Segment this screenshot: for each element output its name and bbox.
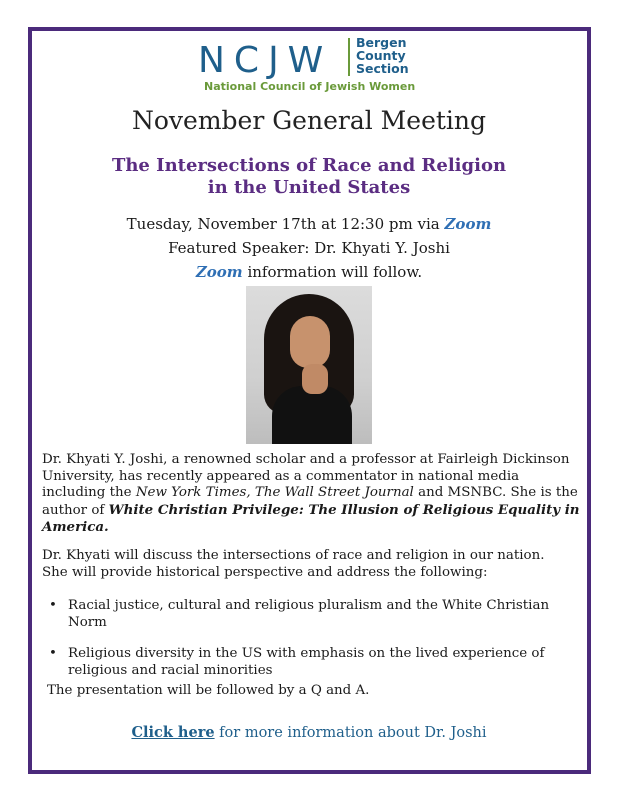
closing-note: The presentation will be followed by a Q and A. (47, 683, 370, 698)
subtitle-line1: The Intersections of Race and Religion (111, 155, 507, 176)
more-info (40, 724, 578, 741)
bio-part1: Dr. Khyati Y. Joshi, a renowned scholar and a professor at Fairleigh Dickinson University, has recently appeared as a commentator in national media including the (42, 452, 570, 500)
zoom-follow-text: information will follow. (242, 263, 423, 281)
event-subtitle (40, 155, 578, 199)
speaker-photo (246, 286, 372, 444)
photo-body (272, 386, 352, 444)
event-date-text: Tuesday, November 17th at 12:30 pm via (126, 215, 445, 233)
zoom-label: Zoom (195, 263, 243, 281)
more-info-text: for more information about Dr. Joshi (214, 725, 487, 741)
logo-org-name: National Council of Jewish Women (204, 80, 416, 93)
logo-section-name (356, 36, 409, 75)
photo-face (290, 316, 330, 368)
discussion-line1: Dr. Khyati will discuss the intersections of race and religion in our nation. (42, 548, 545, 563)
topic-item-1: • Racial justice, cultural and religious pluralism and the White Christian Norm (44, 598, 584, 631)
bio-book-title: White Christian Privilege: The Illusion of Religious Equality in America. (42, 501, 580, 535)
bio-media-outlets: New York Times, The Wall Street Journal (135, 485, 414, 500)
logo-letters: NCJW (198, 40, 333, 81)
discussion-line2: She will provide historical perspective and address the following: (42, 564, 488, 580)
featured-speaker: Featured Speaker: Dr. Khyati Y. Joshi (168, 239, 450, 257)
zoom-info-line (40, 260, 578, 284)
event-info (40, 212, 578, 284)
click-here-link[interactable]: Click here (131, 724, 215, 741)
discussion-intro (42, 548, 582, 581)
bio-part2: and MSNBC. She is the author of (42, 485, 578, 518)
ncjw-logo (198, 36, 428, 96)
logo-section-line1: Bergen (356, 35, 407, 50)
event-date-line (40, 212, 578, 236)
logo-section-line2: County (356, 48, 406, 63)
subtitle-line2: in the United States (207, 177, 411, 198)
zoom-link[interactable]: Zoom (444, 215, 492, 233)
page-title: November General Meeting (131, 106, 487, 135)
speaker-bio (42, 452, 582, 537)
logo-divider (348, 38, 350, 76)
topic-item-2: • Religious diversity in the US with emphasis on the lived experience of religious and racial minorities (44, 646, 584, 679)
photo-hand (302, 364, 328, 394)
logo-section-line3: Section (356, 61, 409, 76)
topic-list (44, 598, 584, 679)
